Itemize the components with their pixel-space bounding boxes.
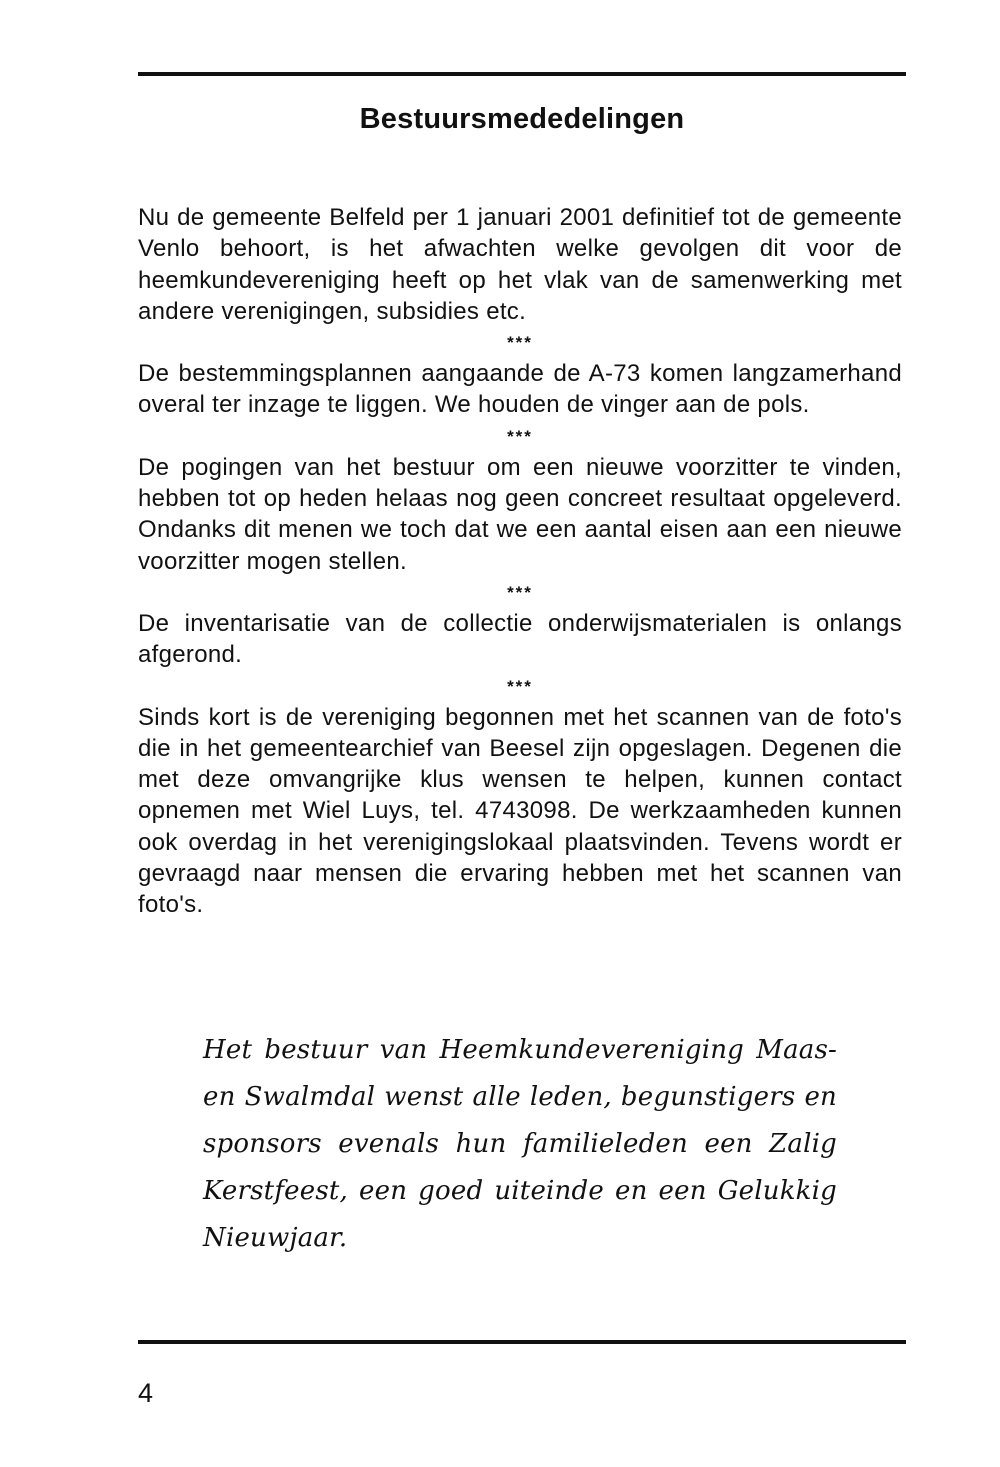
paragraph-inventarisatie: De inventarisatie van de collectie onderwijsmaterialen is onlangs afgerond. [138,609,902,669]
paragraph-bestemmingsplannen: De bestemmingsplannen aangaande de A-73 komen langzamerhand overal ter inzage te liggen. We houden de vinger aan de pols. [138,360,902,419]
separator: *** [507,333,533,353]
bottom-rule [138,1340,906,1344]
paragraph-scannen: Sinds kort is de vereniging begonnen met het scannen van de foto's die in het gemeentearchief van Beesel zijn opgeslagen. Degenen die met deze omvangrijke klus wensen te helpen, kunnen contact opnemen met Wiel Luys, tel. 4743098. De werkzaamheden kunnen ook overdag in het verenigingslokaal plaatsvinden. Tevens wordt er gevraagd naar mensen die ervaring hebben met het scannen van foto's. [138,703,902,919]
separator: *** [507,676,533,696]
separator: *** [507,426,533,446]
top-rule [138,72,906,76]
paragraph-gemeente-venlo: Nu de gemeente Belfeld per 1 januari 2001 definitief tot de gemeente Venlo behoort, is het afwachten welke gevolgen dit voor de heemkundevereniging heeft op het vlak van de samenwerking met andere verenigingen, subsidies etc. [138,204,902,325]
season-greeting: Het bestuur van Heemkundevereniging Maas- en Swalmdal wenst alle leden, begunstigers en sponsors evenals hun familieleden een Zalig Kerstfeest, een goed uiteinde en een Gelukkig Nieuwjaar. [203,1035,837,1253]
paragraph-voorzitter: De pogingen van het bestuur om een nieuwe voorzitter te vinden, hebben tot op heden helaas nog geen concreet resultaat opgeleverd. Ondanks dit menen we toch dat we een aantal eisen aan een nieuwe voorzitter mogen stellen. [138,453,902,575]
page-title: Bestuursmededelingen [359,103,685,135]
page-number: 4 [138,1378,154,1408]
separator: *** [507,582,533,602]
announcements [138,202,902,921]
